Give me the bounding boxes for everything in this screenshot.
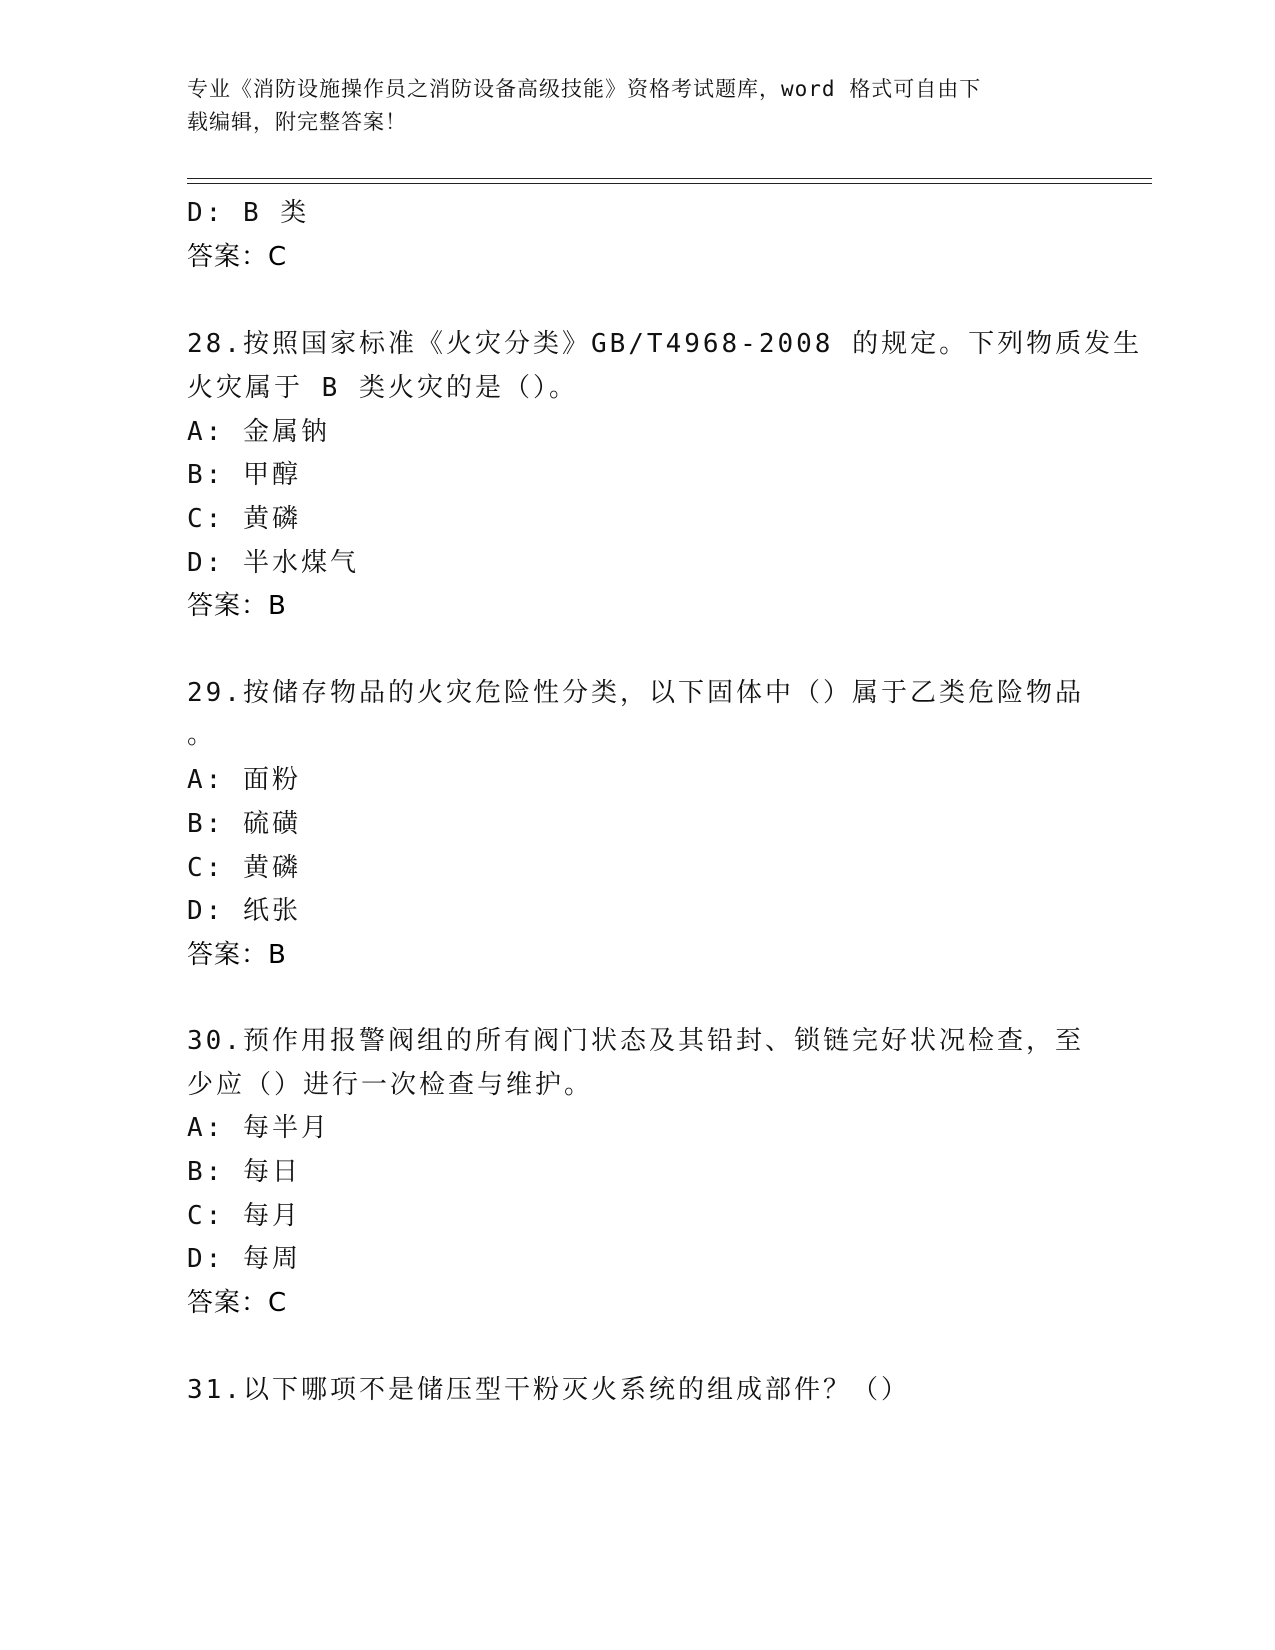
option-d: D: 纸张 (187, 896, 301, 926)
header-line-1: 专业《消防设施操作员之消防设备高级技能》资格考试题库，word 格式可自由下 (187, 77, 982, 101)
question-stem-line-1: 29.按储存物品的火灾危险性分类，以下固体中（）属于乙类危险物品 (187, 678, 1084, 708)
option-c: C: 每月 (187, 1201, 301, 1231)
option-d: D: 每周 (187, 1244, 301, 1274)
prev-option-d: D: B 类 (187, 198, 310, 228)
question-stem-line-2: 少应（）进行一次检查与维护。 (187, 1070, 594, 1100)
document-header (187, 73, 1087, 139)
option-a: A: 面粉 (187, 765, 301, 795)
option-b: B: 每日 (187, 1157, 301, 1187)
answer: 答案：B (187, 591, 287, 621)
question-stem-line-2: 火灾属于 B 类火灾的是（）。 (187, 373, 578, 403)
option-a: A: 每半月 (187, 1113, 330, 1143)
answer: 答案：C (187, 1288, 288, 1318)
question-stem-line-1: 31.以下哪项不是储压型干粉灭火系统的组成部件？（） (187, 1375, 910, 1405)
prev-answer: 答案：C (187, 242, 288, 272)
question-stem-line-1: 28.按照国家标准《火灾分类》GB/T4968-2008 的规定。下列物质发生 (187, 329, 1143, 359)
option-d: D: 半水煤气 (187, 548, 359, 578)
header-line-2: 载编辑，附完整答案！ (187, 110, 407, 134)
header-divider-bottom (187, 183, 1152, 184)
option-c: C: 黄磷 (187, 504, 301, 534)
option-c: C: 黄磷 (187, 853, 301, 883)
question-stem-line-1: 30.预作用报警阀组的所有阀门状态及其铅封、锁链完好状况检查，至 (187, 1026, 1084, 1056)
question-stem-line-2: 。 (187, 720, 217, 750)
answer: 答案：B (187, 940, 287, 970)
header-divider-top (187, 178, 1152, 179)
option-b: B: 硫磺 (187, 809, 301, 839)
option-a: A: 金属钠 (187, 417, 330, 447)
option-b: B: 甲醇 (187, 460, 301, 490)
